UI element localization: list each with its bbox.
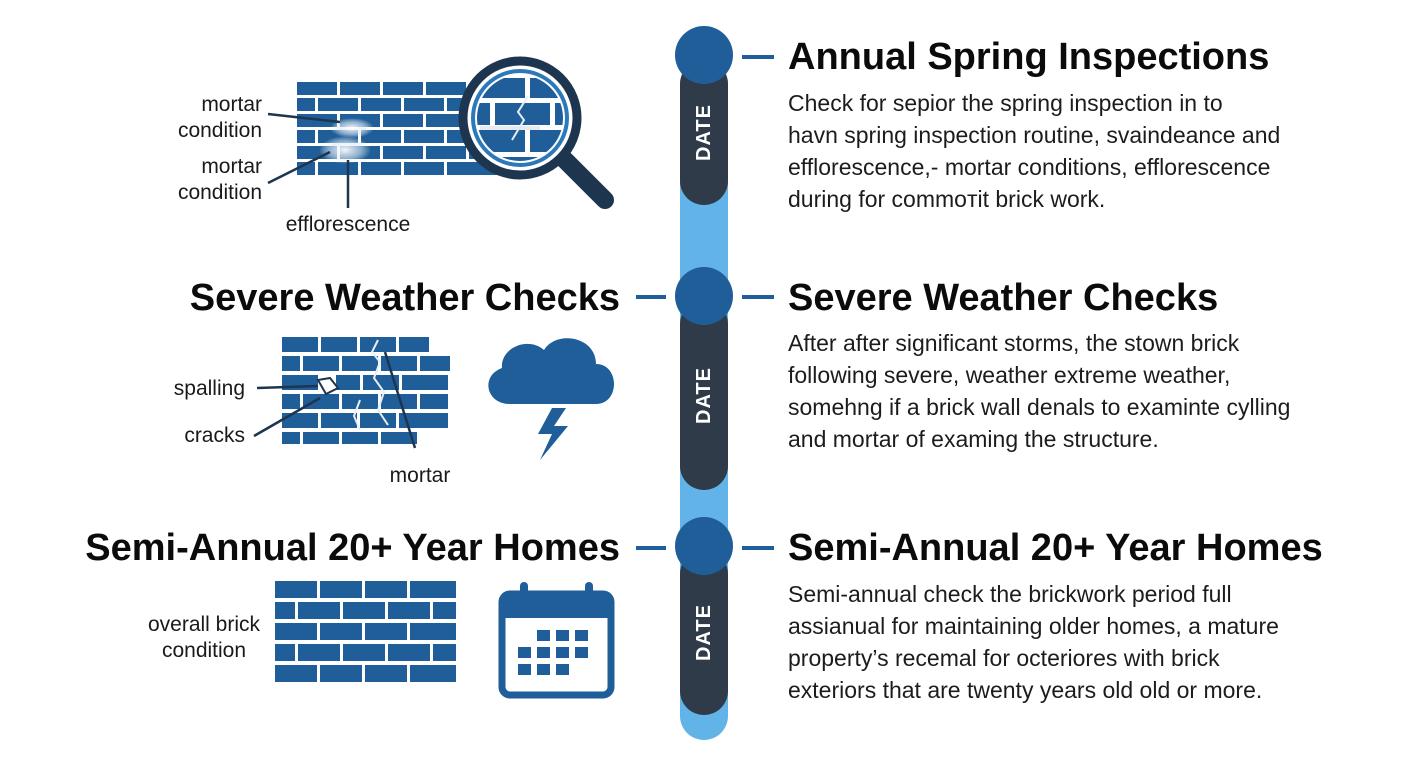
- date-pill-2: [680, 300, 728, 490]
- magnifying-glass-icon: [450, 61, 605, 200]
- date-label: DATE: [692, 604, 715, 661]
- timeline-node-2: [675, 267, 733, 325]
- section-3-heading: Semi-Annual 20+ Year Homes: [788, 527, 1323, 569]
- connector-right-3: [742, 546, 774, 550]
- description-line: and mortar of examing the structure.: [788, 426, 1159, 452]
- connector-left-3: [636, 546, 666, 550]
- section-1-description: [788, 87, 1280, 215]
- section-3-left-heading: Semi-Annual 20+ Year Homes: [85, 527, 620, 569]
- section-2-description: [788, 327, 1290, 455]
- label-mortar: mortar: [389, 464, 451, 487]
- timeline-node-1: [675, 26, 733, 84]
- description-line: efflorescence,- mortar conditions, efflorescence: [788, 154, 1271, 180]
- section-3-description: [788, 578, 1279, 706]
- description-line: havn spring inspection routine, svaindeance and: [788, 122, 1281, 148]
- description-line: following severe, weather extreme weather,: [788, 362, 1231, 388]
- description-line: After after significant storms, the stown brick: [788, 330, 1240, 356]
- label-cracks: cracks: [184, 424, 245, 447]
- description-line: Check for sepior the spring inspection in to: [788, 90, 1223, 116]
- description-line: Semi-annual check the brickwork period full: [788, 581, 1232, 607]
- description-line: property’s recemal for octeriores with brick: [788, 645, 1220, 671]
- connector-right-2: [742, 295, 774, 299]
- description-line: somehng if a brick wall denals to examinte cylling: [788, 394, 1291, 420]
- description-line: during for commoтit brick work.: [788, 186, 1106, 212]
- label-spalling: spalling: [173, 377, 245, 400]
- calendar-icon: [502, 582, 611, 695]
- label-mortar-condition-2: mortar condition: [177, 155, 262, 204]
- connector-right-1: [742, 55, 774, 59]
- section-2-left-heading: Severe Weather Checks: [189, 277, 620, 319]
- date-label: DATE: [692, 366, 715, 424]
- section-1-heading: Annual Spring Inspections: [788, 36, 1270, 78]
- description-line: assianual for maintaining older homes, a mature: [788, 613, 1279, 639]
- section-2-heading: Severe Weather Checks: [788, 277, 1219, 319]
- label-overall-brick-condition: overall brick condition: [147, 613, 261, 662]
- storm-cloud-icon: [488, 338, 614, 460]
- timeline-node-3: [675, 517, 733, 575]
- label-mortar-condition-1: mortar condition: [177, 93, 262, 142]
- label-efflorescence: efflorescence: [285, 213, 411, 236]
- date-label: DATE: [692, 104, 715, 161]
- connector-left-2: [636, 295, 666, 299]
- description-line: exteriors that are twenty years old old or more.: [788, 677, 1263, 703]
